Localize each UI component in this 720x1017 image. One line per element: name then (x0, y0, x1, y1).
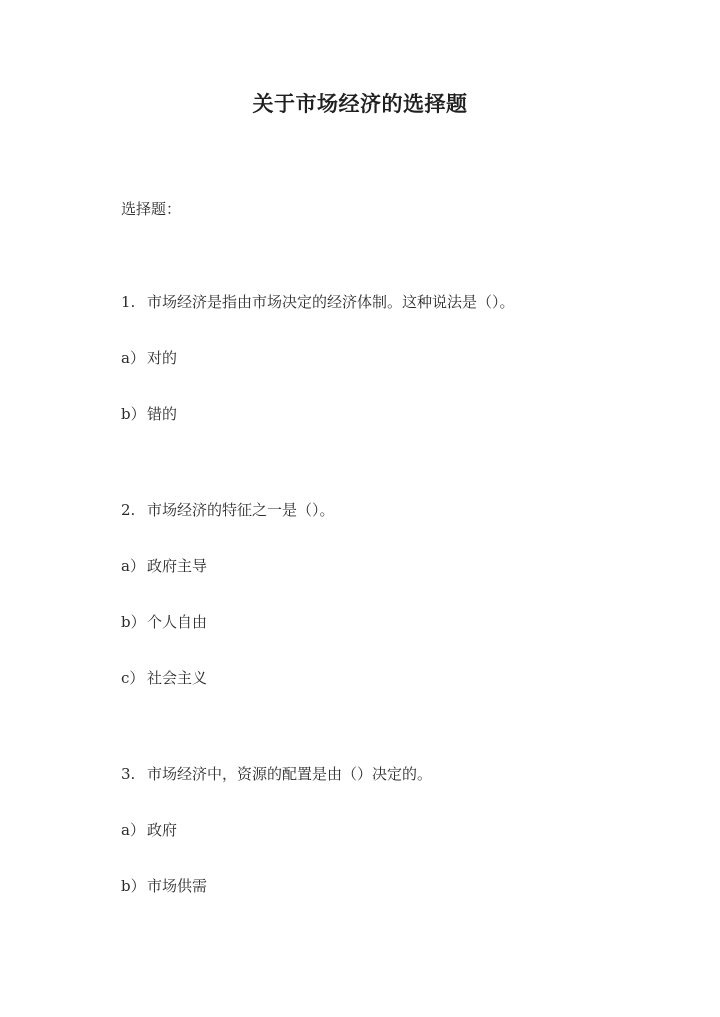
question-3-option-b (121, 876, 207, 896)
question-3 (121, 764, 432, 784)
question-1 (121, 292, 515, 312)
question-2-option-c (121, 668, 207, 688)
question-text: 市场经济是指由市场决定的经济体制。这种说法是（）。 (147, 293, 515, 311)
question-text: 市场经济的特征之一是（）。 (147, 501, 335, 519)
option-label: b） (121, 613, 146, 631)
question-number: 3. (121, 765, 136, 783)
option-text: 政府 (147, 821, 178, 839)
option-label: c） (121, 669, 145, 687)
option-text: 政府主导 (147, 557, 208, 575)
option-text: 社会主义 (147, 669, 208, 687)
question-2 (121, 500, 335, 520)
question-1-option-a (121, 348, 177, 368)
question-number: 2. (121, 501, 136, 519)
question-2-option-b (121, 612, 207, 632)
question-1-option-b (121, 404, 177, 424)
question-text: 市场经济中，资源的配置是由（）决定的。 (147, 765, 433, 783)
document-title: 关于市场经济的选择题 (252, 91, 468, 116)
section-heading: 选择题： (121, 200, 182, 218)
question-3-option-a (121, 820, 177, 840)
option-text: 对的 (147, 349, 178, 367)
question-number: 1. (121, 293, 136, 311)
option-text: 个人自由 (147, 613, 208, 631)
option-text: 市场供需 (147, 877, 208, 895)
option-label: b） (121, 877, 146, 895)
option-label: b） (121, 405, 146, 423)
option-label: a） (121, 557, 145, 575)
question-2-option-a (121, 556, 207, 576)
option-text: 错的 (147, 405, 178, 423)
option-label: a） (121, 821, 145, 839)
option-label: a） (121, 349, 145, 367)
